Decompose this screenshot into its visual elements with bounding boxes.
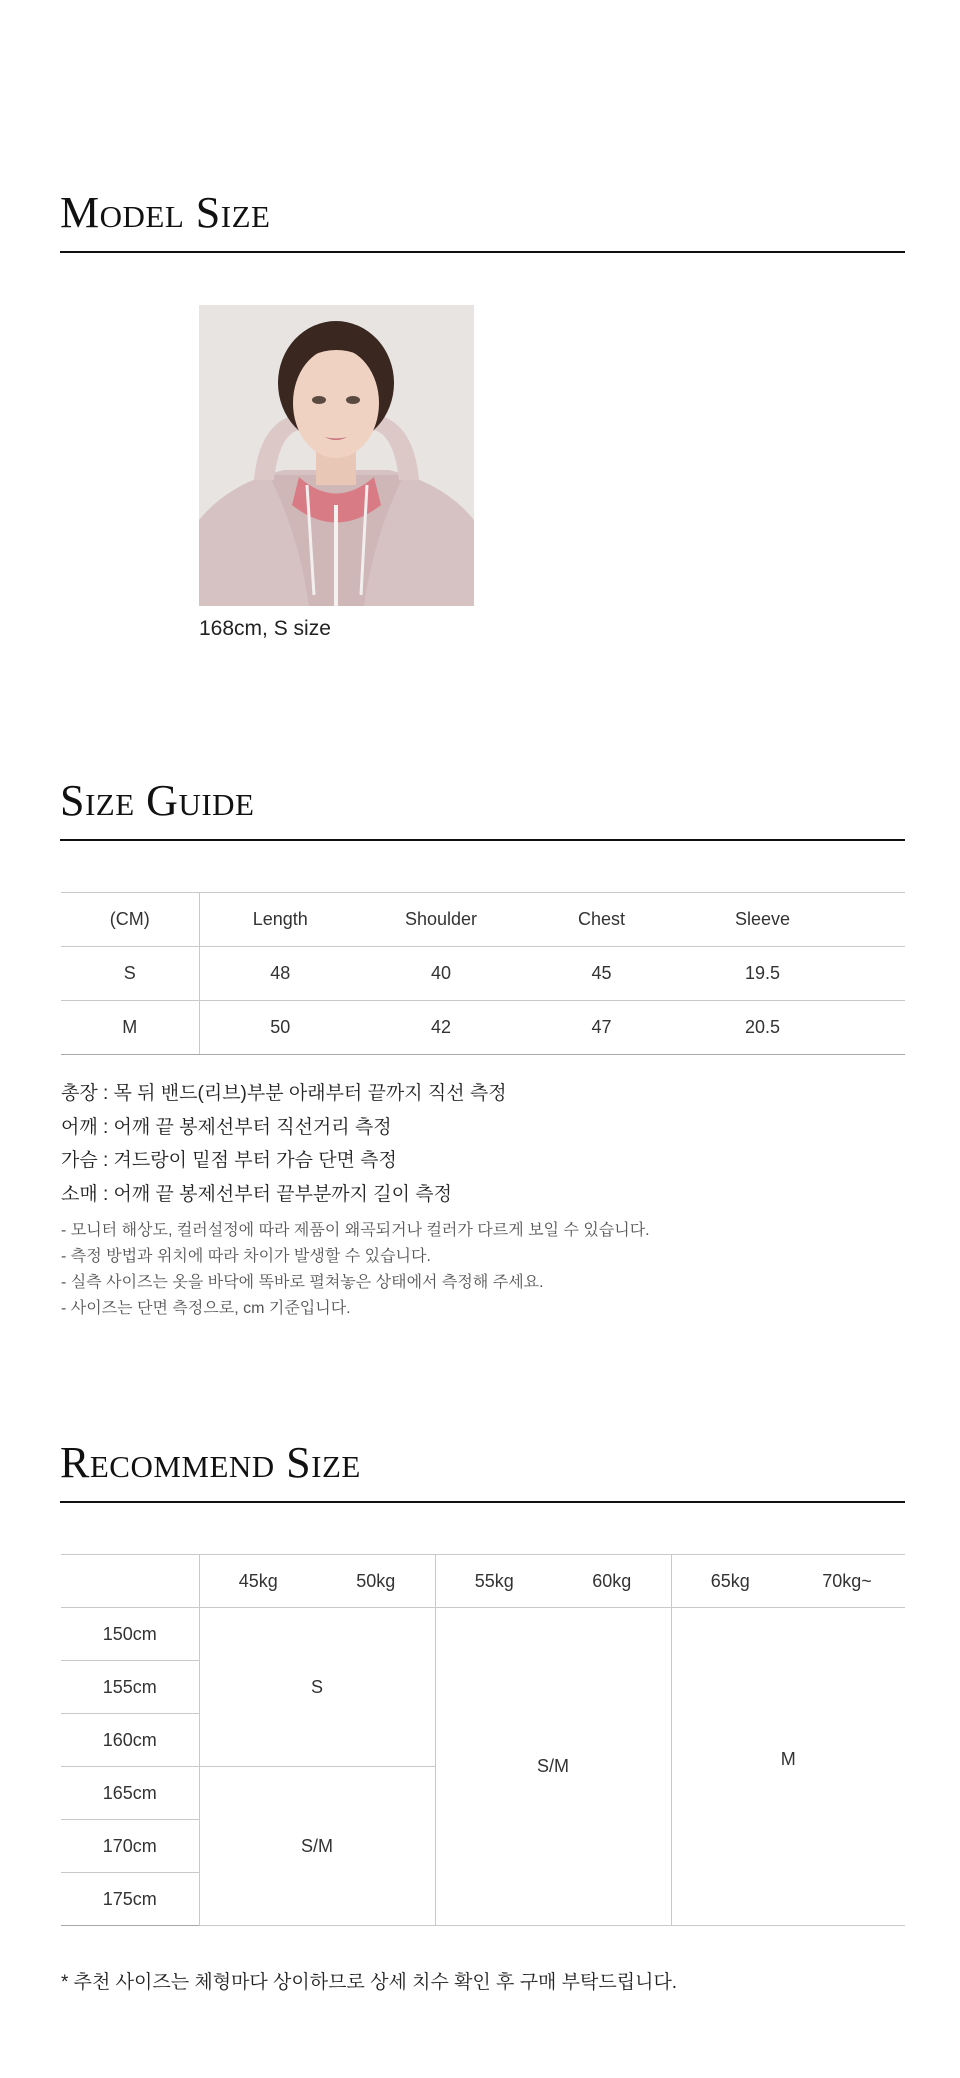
recommend-block-sm-mid: S/M xyxy=(435,1608,671,1926)
height-label: 155cm xyxy=(61,1661,199,1714)
table-header-row xyxy=(61,893,905,947)
height-label: 160cm xyxy=(61,1714,199,1767)
size-guide-divider xyxy=(60,839,905,841)
chest-value: 47 xyxy=(521,1001,682,1055)
weight-label: 50kg xyxy=(317,1555,435,1608)
height-label: 165cm xyxy=(61,1767,199,1820)
recommend-block-m: M xyxy=(671,1608,905,1926)
recommend-size-table xyxy=(61,1554,905,1926)
recommend-size-title: Recommend Size xyxy=(60,1438,361,1487)
recommend-size-divider xyxy=(60,1501,905,1503)
model-size-divider xyxy=(60,251,905,253)
shoulder-value: 40 xyxy=(361,947,521,1001)
header-chest: Chest xyxy=(521,893,682,947)
shoulder-value: 42 xyxy=(361,1001,521,1055)
height-label: 175cm xyxy=(61,1873,199,1926)
header-sleeve: Sleeve xyxy=(682,893,843,947)
header-shoulder: Shoulder xyxy=(361,893,521,947)
size-label: S xyxy=(61,947,199,1001)
disclaimer-list xyxy=(61,1218,650,1322)
recommend-block-s: S xyxy=(199,1608,435,1767)
header-length: Length xyxy=(199,893,361,947)
note-shoulder: 어깨 : 어깨 끝 봉제선부터 직선거리 측정 xyxy=(61,1116,392,1138)
model-photo xyxy=(199,305,474,606)
size-guide-table xyxy=(61,892,905,1055)
note-length: 총장 : 목 뒤 밴드(리브)부분 아래부터 끝까지 직선 측정 xyxy=(61,1083,507,1104)
chest-value: 45 xyxy=(521,947,682,1001)
height-label: 170cm xyxy=(61,1820,199,1873)
size-label: M xyxy=(61,1001,199,1055)
weight-header-row xyxy=(61,1555,905,1608)
weight-label: 65kg xyxy=(671,1555,789,1608)
header-unit: (CM) xyxy=(61,893,199,947)
disclaimer-item: - 사이즈는 단면 측정으로, cm 기준입니다. xyxy=(61,1300,351,1317)
note-chest: 가슴 : 겨드랑이 밑점 부터 가슴 단면 측정 xyxy=(61,1150,397,1171)
model-caption: 168cm, S size xyxy=(199,617,331,640)
length-value: 50 xyxy=(199,1001,361,1055)
table-row xyxy=(61,1001,905,1055)
disclaimer-item: - 측정 방법과 위치에 따라 차이가 발생할 수 있습니다. xyxy=(61,1248,431,1265)
table-row xyxy=(61,947,905,1001)
weight-label: 45kg xyxy=(199,1555,317,1608)
recommend-footnote: * 추천 사이즈는 체형마다 상이하므로 상세 치수 확인 후 구매 부탁드립니다. xyxy=(61,1972,678,1993)
disclaimer-item: - 모니터 해상도, 컬러설정에 따라 제품이 왜곡되거나 컬러가 다르게 보일 수 있습니다. xyxy=(61,1222,650,1239)
recommend-block-sm: S/M xyxy=(199,1767,435,1926)
note-sleeve: 소매 : 어깨 끝 봉제선부터 끝부분까지 길이 측정 xyxy=(61,1183,452,1205)
measurement-notes xyxy=(61,1077,507,1211)
model-size-title: Model Size xyxy=(60,188,271,237)
weight-label: 60kg xyxy=(553,1555,671,1608)
weight-label: 55kg xyxy=(435,1555,553,1608)
length-value: 48 xyxy=(199,947,361,1001)
sleeve-value: 20.5 xyxy=(682,1001,843,1055)
size-guide-title: Size Guide xyxy=(60,776,255,825)
table-row xyxy=(61,1608,905,1661)
disclaimer-item: - 실측 사이즈는 옷을 바닥에 똑바로 펼쳐놓은 상태에서 측정해 주세요. xyxy=(61,1274,544,1291)
sleeve-value: 19.5 xyxy=(682,947,843,1001)
height-label: 150cm xyxy=(61,1608,199,1661)
weight-label: 70kg~ xyxy=(789,1555,905,1608)
